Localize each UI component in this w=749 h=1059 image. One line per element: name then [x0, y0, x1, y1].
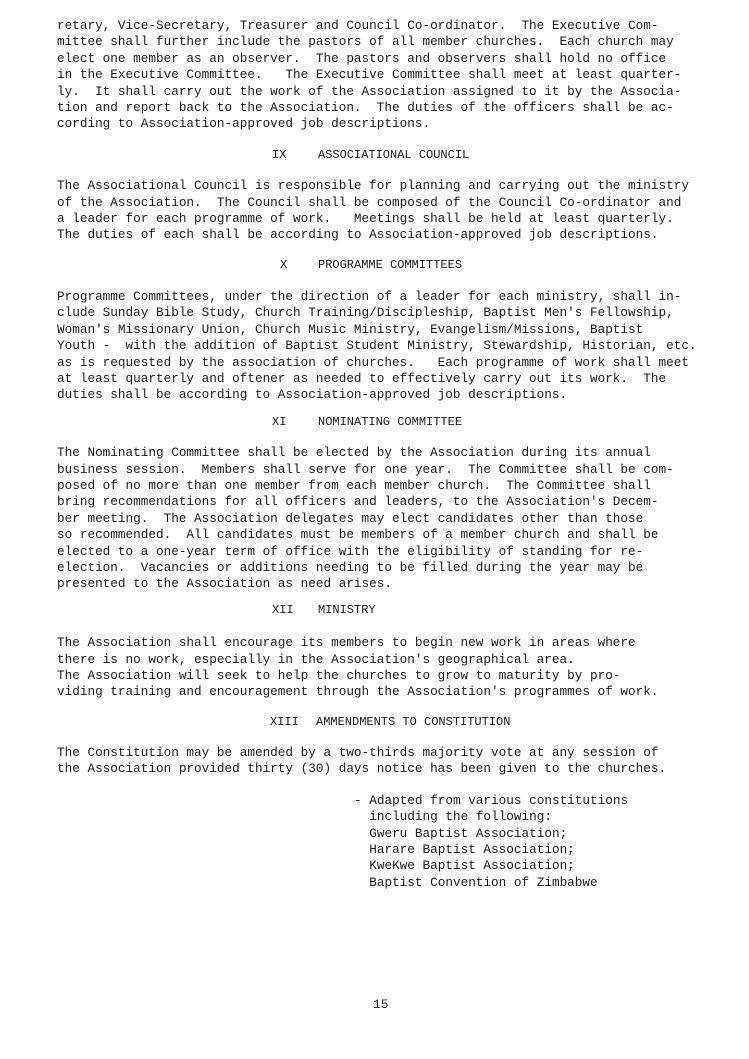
text-line: there is no work, especially in the Association's geographical area.: [57, 651, 575, 667]
text-line: Gweru Baptist Association;: [354, 825, 568, 841]
text-line: business session. Members shall serve for one year. The Committee shall be com-: [57, 461, 674, 477]
text-line: presented to the Association as need arises.: [57, 576, 393, 592]
text-line: mittee shall further include the pastors of all member churches. Each church may: [57, 34, 674, 50]
text-line: Programme Committees, under the direction of a leader for each ministry, shall in-: [57, 289, 682, 305]
text-line: so recommended. All candidates must be members of a member church and shall be: [57, 527, 659, 543]
section-heading-xi: [272, 414, 749, 430]
text-line: elected to a one-year term of office with the eligibility of standing for re-: [57, 543, 644, 559]
section-heading-xii: [272, 602, 749, 618]
text-line: The Nominating Committee shall be elected by the Association during its annual: [57, 445, 651, 461]
text-line: The Association shall encourage its members to begin new work in areas where: [57, 635, 636, 651]
section-heading-x: [280, 257, 749, 273]
text-line: Youth - with the addition of Baptist Student Ministry, Stewardship, Historian, etc.: [57, 338, 697, 354]
section-title: MINISTRY: [318, 602, 376, 617]
text-line: The Association will seek to help the churches to grow to maturity by pro-: [57, 667, 621, 683]
text-line: as is requested by the association of churches. Each programme of work shall meet: [57, 354, 689, 370]
text-line: Baptist Convention of Zimbabwe: [354, 874, 598, 890]
attribution-block: [354, 793, 749, 891]
text-line: Harare Baptist Association;: [354, 842, 575, 858]
section-number: XI: [272, 414, 287, 429]
text-line: ber meeting. The Association delegates may elect candidates other than those: [57, 510, 644, 526]
text-line: duties shall be according to Association-approved job descriptions.: [57, 387, 568, 403]
text-line: KweKwe Baptist Association;: [354, 858, 575, 874]
text-line: at least quarterly and oftener as needed to effectively carry out its work. The: [57, 371, 667, 387]
section-number: IX: [272, 147, 287, 162]
text-line: of the Association. The Council shall be composed of the Council Co-ordinator and: [57, 194, 682, 210]
section-heading-xiii: [270, 714, 749, 730]
page-number: 15: [373, 997, 389, 1012]
section-title: PROGRAMME COMMITTEES: [318, 257, 463, 272]
text-line: including the following:: [354, 809, 552, 825]
paragraph-nominating-committee: [57, 445, 749, 593]
paragraph-associational-council: [57, 178, 749, 244]
section-title: AMMENDMENTS TO CONSTITUTION: [316, 714, 511, 729]
text-line: the Association provided thirty (30) days notice has been given to the churches.: [57, 761, 667, 777]
text-line: cording to Association-approved job descriptions.: [57, 116, 431, 132]
section-title: ASSOCIATIONAL COUNCIL: [318, 147, 470, 162]
section-number: X: [280, 257, 288, 272]
paragraph-programme-committees: [57, 289, 749, 404]
paragraph-amendments: [57, 745, 749, 778]
section-number: XII: [272, 602, 294, 617]
text-line: clude Sunday Bible Study, Church Training/Discipleship, Baptist Men's Fellowship,: [57, 305, 674, 321]
text-line: election. Vacancies or additions needing to be filled during the year may be: [57, 559, 644, 575]
text-line: Woman's Missionary Union, Church Music Ministry, Evangelism/Missions, Baptist: [57, 321, 644, 337]
text-line: a leader for each programme of work. Meetings shall be held at least quarterly.: [57, 210, 674, 226]
text-line: The Associational Council is responsible for planning and carrying out the ministry: [57, 178, 689, 194]
text-line: ly. It shall carry out the work of the Association assigned to it by the Associa-: [57, 83, 682, 99]
paragraph-executive-committee: [57, 18, 749, 133]
section-title: NOMINATING COMMITTEE: [318, 414, 463, 429]
text-line: bring recommendations for all officers and leaders, to the Association's Decem-: [57, 494, 659, 510]
section-heading-ix: [272, 147, 749, 163]
text-line: The duties of each shall be according to Association-approved job descriptions.: [57, 227, 659, 243]
section-number: XIII: [270, 714, 299, 729]
paragraph-ministry: [57, 635, 749, 701]
text-line: The Constitution may be amended by a two-thirds majority vote at any session of: [57, 745, 659, 761]
text-line: in the Executive Committee. The Executive Committee shall meet at least quarter-: [57, 67, 682, 83]
text-line: - Adapted from various constitutions: [354, 792, 629, 808]
text-line: retary, Vice-Secretary, Treasurer and Council Co-ordinator. The Executive Com-: [57, 18, 659, 33]
text-line: viding training and encouragement through the Association's programmes of work.: [57, 684, 659, 700]
text-line: tion and report back to the Association. The duties of the officers shall be ac-: [57, 99, 674, 115]
text-line: posed of no more than one member from each member church. The Committee shall: [57, 477, 651, 493]
text-line: elect one member as an observer. The pastors and observers shall hold no office: [57, 50, 667, 66]
